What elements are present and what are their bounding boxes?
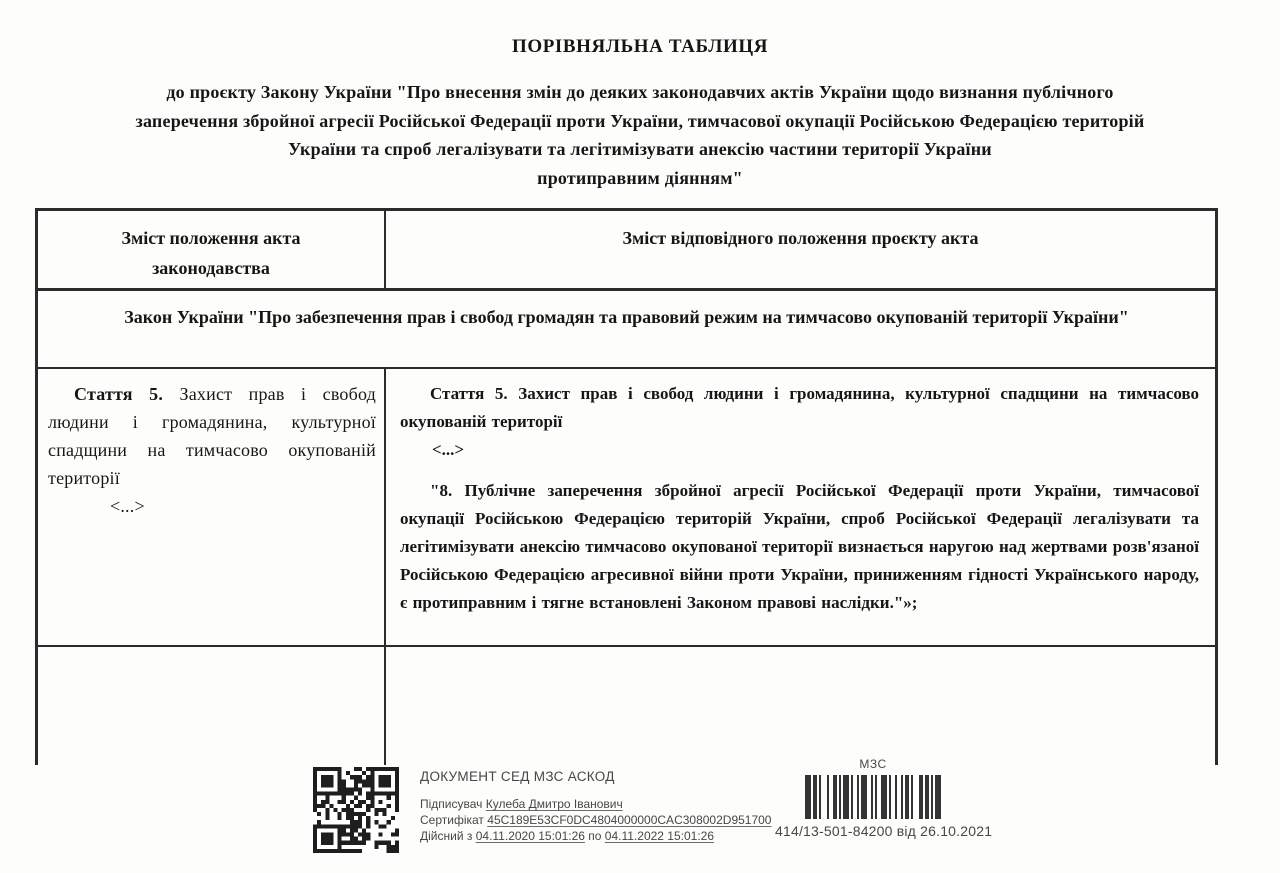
certificate-label: Сертифікат (420, 813, 484, 827)
certificate-line (420, 812, 780, 828)
signature-system-label: ДОКУМЕНТ СЕД МЗС АСКОД (420, 769, 615, 784)
subtitle-line: заперечення збройної агресії Російської Федерації проти України, тимчасової окупації Російською Федерацією територій (135, 110, 1145, 131)
validity-label: Дійсний з (420, 829, 473, 843)
signature-block (420, 769, 780, 844)
signer-label: Підписувач (420, 797, 483, 811)
barcode-block (775, 757, 993, 839)
signer-name: Кулеба Дмитро Іванович (485, 797, 623, 811)
barcode-icon (805, 775, 941, 819)
article-number-label: Стаття 5. (74, 384, 164, 404)
empty-cell-left (38, 647, 386, 765)
law-title-row (38, 291, 1215, 369)
empty-cell-right (386, 647, 1215, 765)
subtitle-line: до проєкту Закону України "Про внесення змін до деяких законодавчих актів України щодо визнання публічного (166, 82, 1114, 102)
barcode-org-label: МЗС (859, 757, 887, 771)
article-text: Захист прав і свобод людини і громадянина, культурної спадщини на тимчасово окупованій території (48, 384, 376, 488)
current-law-cell (38, 369, 386, 645)
barcode (805, 775, 941, 819)
subtitle-line: України та спроб легалізувати та легітимізувати анексію частини території України (288, 139, 992, 159)
header-cell-draft-act: Зміст відповідного положення проєкту акта (622, 228, 979, 248)
qr-code-icon (313, 766, 399, 854)
law-title-cell: Закон України "Про забезпечення прав і свобод громадян та правовий режим на тимчасово окупованій території України" (124, 307, 1129, 327)
subtitle-line: протиправним діянням" (537, 167, 743, 188)
validity-conjunction: по (588, 829, 602, 843)
valid-to-date: 04.11.2022 15:01:26 (604, 829, 715, 843)
validity-line (420, 828, 780, 844)
header-cell-current-law: Зміст положення акта законодавства (38, 211, 386, 288)
empty-row (38, 647, 1215, 765)
article-paragraph (48, 380, 376, 492)
barcode-registration-number: 414/13-501-84200 від 26.10.2021 (775, 823, 993, 839)
article-title-paragraph: Стаття 5. Захист прав і свобод людини і громадянина, культурної спадщини на тимчасово окупованій території (400, 384, 1199, 431)
valid-from-date: 04.11.2020 15:01:26 (475, 829, 585, 843)
signer-line (420, 796, 780, 812)
omission-mark: <...> (432, 440, 465, 459)
article-comparison-row (38, 369, 1215, 647)
comparison-table (35, 208, 1218, 765)
omission-mark: <...> (110, 496, 145, 516)
table-header-row (38, 211, 1215, 291)
document-subtitle (30, 78, 1250, 192)
qr-code (313, 766, 399, 854)
document-title: ПОРІВНЯЛЬНА ТАБЛИЦЯ (511, 36, 769, 57)
certificate-value: 45C189E53CF0DC4804000000CAC308002D951700 (487, 813, 772, 827)
amendment-paragraph: "8. Публічне заперечення збройної агресії Російської Федерації проти України, тимчасової окупації Російською Федерацією територій України, спроб Російської Федерації легалізувати та легітимізувати анексію тимчасово окупованої території визнається наругою над жертвами розв'язаної Російською Федерацією агресивної війни проти України, приниженням гідності Українського народу, є протиправним і тягне встановлені Законом правові наслідки."»; (400, 481, 1199, 612)
draft-act-cell (386, 369, 1215, 645)
